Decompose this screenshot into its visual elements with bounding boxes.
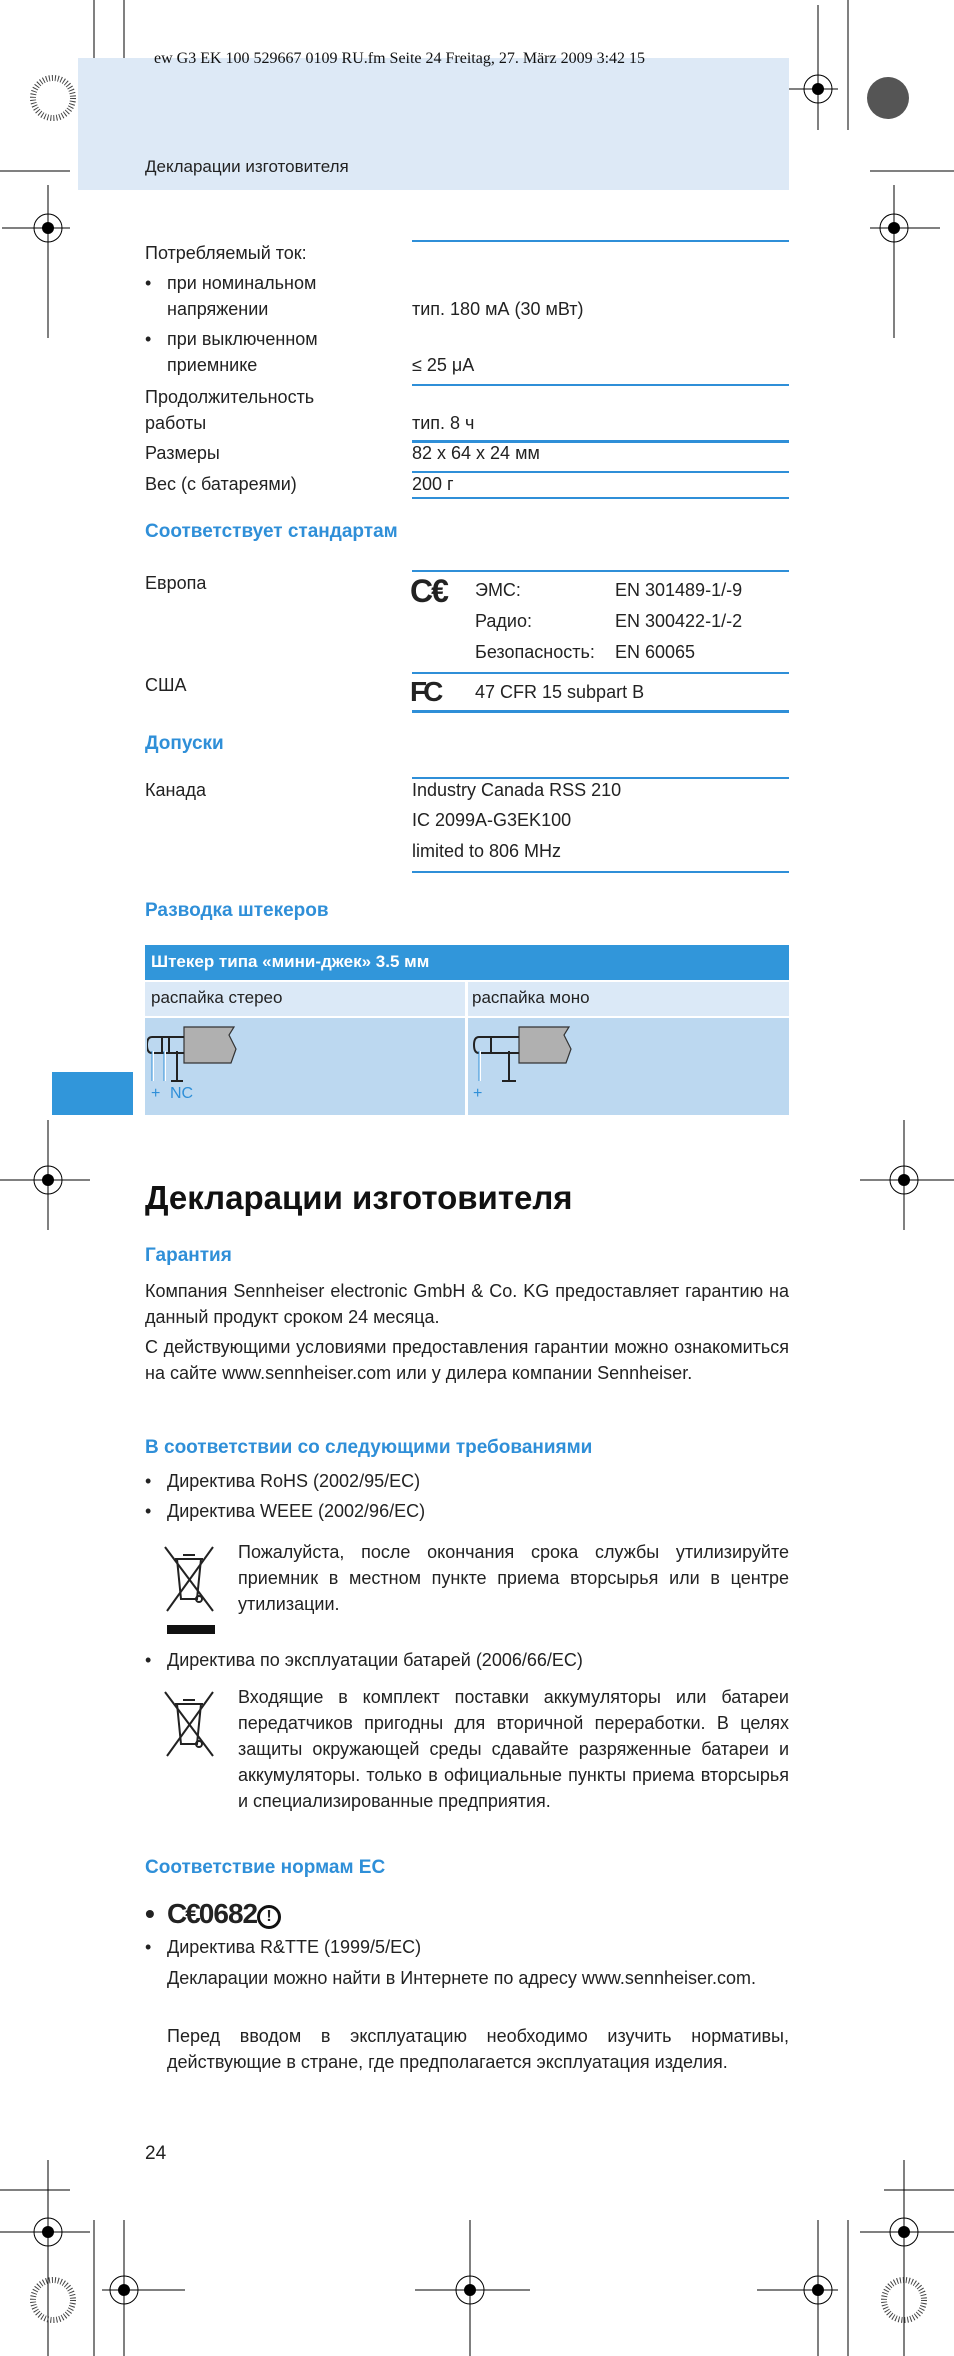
- list-item: • Директива WEEE (2002/96/EC): [167, 1500, 425, 1522]
- region-label: Канада: [145, 780, 206, 800]
- section-heading: Соответствие нормам EC: [145, 1857, 386, 1878]
- radio-label: Радио:: [475, 611, 532, 631]
- nc-label: NC: [170, 1085, 194, 1102]
- plus-label: +: [151, 1085, 161, 1102]
- crossed-bin-icon: [163, 1690, 215, 1762]
- divider: [412, 570, 789, 572]
- section-heading: Соответствует стандартам: [145, 521, 398, 542]
- section-heading: В соответствии со следующими требованиями: [145, 1437, 593, 1458]
- safety-label: Безопасность:: [475, 642, 595, 662]
- spec-label: Вес (с батареями): [145, 474, 297, 494]
- region-label: США: [145, 675, 187, 695]
- page-number: 24: [145, 2143, 167, 2164]
- warranty-paragraph: С действующими условиями предоставления гарантии можно ознакомиться на сайте www.sennheiser.com или у дилера компании Sennheiser.: [145, 1337, 789, 1383]
- ce-mark-icon: C€: [410, 573, 447, 609]
- canada-value: Industry Canada RSS 210: [412, 780, 622, 800]
- ce-0682-mark: [167, 1900, 281, 1929]
- canada-value: limited to 806 MHz: [412, 841, 562, 861]
- spec-label: • при номинальном: [167, 272, 316, 294]
- divider: [412, 240, 789, 242]
- ec-paragraph: Декларации можно найти в Интернете по адресу www.sennheiser.com.: [167, 1968, 756, 1988]
- mono-plug-icon: [469, 1025, 619, 1095]
- region-label: Европа: [145, 573, 207, 593]
- ce-mark-icon: C€: [167, 1898, 199, 1929]
- radio-value: EN 300422-1/-2: [615, 611, 743, 631]
- section-heading: Допуски: [145, 733, 224, 754]
- running-header: Декларации изготовителя: [145, 157, 349, 176]
- chapter-tab: [52, 1072, 133, 1115]
- spec-label: приемнике: [167, 355, 258, 375]
- notified-body-number: 0682: [198, 1898, 258, 1929]
- spec-label: Размеры: [145, 443, 220, 463]
- divider: [412, 871, 789, 873]
- spec-value: 200 г: [412, 474, 454, 494]
- spec-label: работы: [145, 413, 207, 433]
- list-item: • Директива RoHS (2002/95/EC): [167, 1470, 420, 1492]
- column-header-stereo: распайка стерео: [151, 988, 283, 1007]
- alert-circle-icon: !: [257, 1905, 281, 1929]
- plus-label: +: [473, 1085, 483, 1102]
- weee-text: Пожалуйста, после окончания срока службы утилизируйте приемник в местном пункте приема вторсырья или в центре утилизации.: [238, 1542, 789, 1614]
- fcc-logo-icon: FC: [410, 676, 440, 707]
- divider: [412, 384, 789, 386]
- section-heading: Гарантия: [145, 1245, 232, 1266]
- crossed-bin-icon: [163, 1545, 215, 1635]
- divider: [412, 710, 789, 713]
- ec-paragraph: Перед вводом в эксплуатацию необходимо изучить нормативы, действующие в стране, где предполагается эксплуатация изделия.: [167, 2026, 789, 2072]
- spec-label: напряжении: [167, 299, 269, 319]
- battery-text: Входящие в комплект поставки аккумуляторы или батареи передатчиков пригодны для вторичной переработки. В целях защиты окружающей среды сдавайте разряженные батареи и аккумуляторы. только в официальные пункты приема вторсырья и специализированные предприятия.: [238, 1687, 789, 1811]
- usa-value: 47 CFR 15 subpart B: [475, 682, 645, 702]
- canada-value: IC 2099A-G3EK100: [412, 810, 572, 830]
- list-item: • Директива R&TTE (1999/5/EC): [167, 1936, 421, 1958]
- emc-value: EN 301489-1/-9: [615, 580, 743, 600]
- emc-label: ЭМС:: [475, 580, 521, 600]
- spec-value: 82 x 64 x 24 мм: [412, 443, 540, 463]
- table-header-text: Штекер типа «мини-джек» 3.5 мм: [151, 952, 430, 971]
- divider: [412, 471, 789, 473]
- list-item: • Директива по эксплуатации батарей (2006/66/EC): [167, 1649, 583, 1671]
- spec-value: тип. 180 мА (30 мВт): [412, 299, 584, 319]
- spec-label: • при выключенном: [167, 328, 318, 350]
- page-title: Декларации изготовителя: [145, 1179, 573, 1216]
- column-header-mono: распайка моно: [472, 988, 590, 1007]
- section-heading: Разводка штекеров: [145, 900, 329, 921]
- file-info-line: ew G3 EK 100 529667 0109 RU.fm Seite 24 Freitag, 27. März 2009 3:42 15: [154, 50, 646, 67]
- spec-value: тип. 8 ч: [412, 413, 475, 433]
- divider: [412, 672, 789, 674]
- spec-value: ≤ 25 μA: [412, 355, 475, 375]
- safety-value: EN 60065: [615, 642, 696, 662]
- divider: [412, 497, 789, 499]
- spec-label: Продолжительность: [145, 387, 315, 407]
- spec-label: Потребляемый ток:: [145, 243, 307, 263]
- warranty-paragraph: Компания Sennheiser electronic GmbH & Co. KG предоставляет гарантию на данный продукт сроком 24 месяца.: [145, 1281, 789, 1327]
